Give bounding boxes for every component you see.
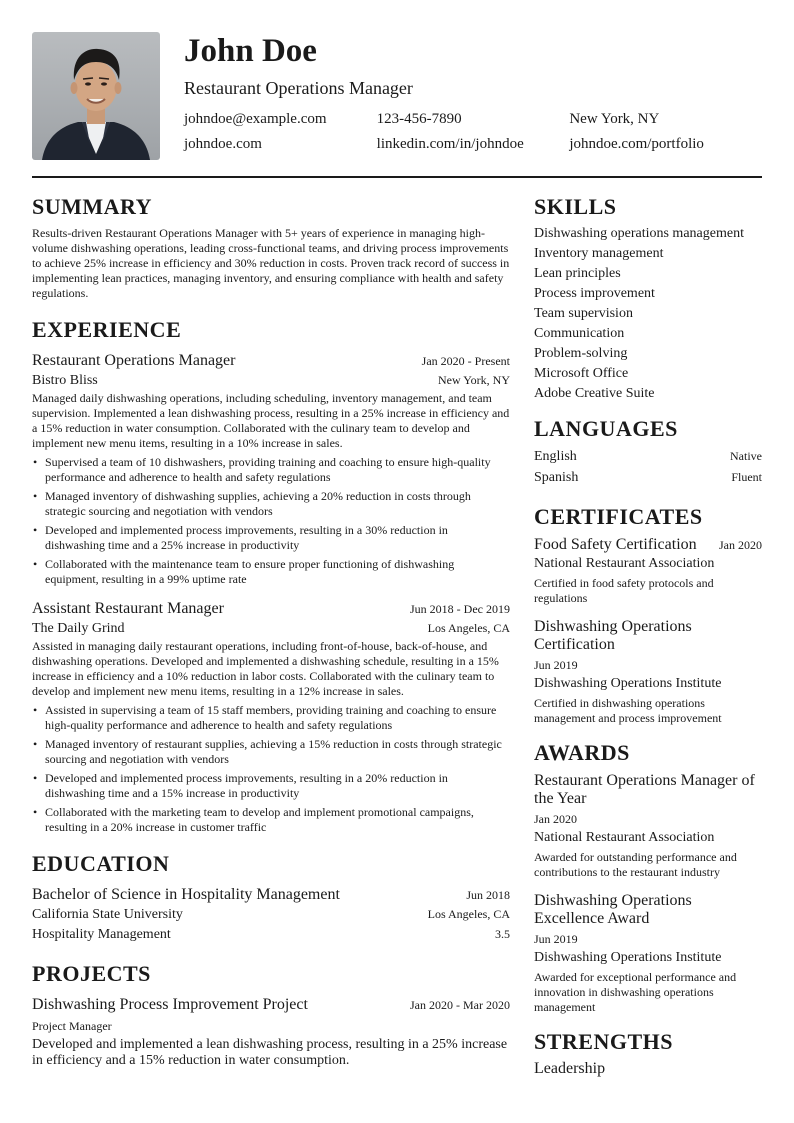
job-dates: Jan 2020 - Present — [421, 354, 510, 368]
section-heading: EDUCATION — [32, 851, 170, 876]
header-divider — [32, 176, 762, 178]
project-role: Project Manager — [32, 1019, 112, 1033]
job-title: Restaurant Operations Manager — [32, 352, 236, 369]
job-bullet: • Collaborated with the marketing team to develop and implement promotional campaigns, resulting in a 20% increase in customer traffic — [32, 805, 510, 835]
summary-text: Results-driven Restaurant Operations Manager with 5+ years of experience in managing high-volume dishwashing operations, leading cross-functional teams, and driving process improvements to achieve 25% increase in efficiency and 30% reduction in costs. Proven track record of success in implementing lean practices, managing inventory, and ensuring compliance with health and safety regulations. — [32, 226, 510, 300]
job-bullet: • Assisted in supervising a team of 15 staff members, providing training and coaching to ensure high-quality performance and adherence to health and safety regulations — [32, 703, 510, 733]
award-description: Awarded for exceptional performance and innovation in dishwashing operations management — [534, 970, 737, 1014]
project-dates: Jan 2020 - Mar 2020 — [410, 998, 510, 1012]
project-title: Dishwashing Process Improvement Project — [32, 996, 308, 1013]
profile-photo — [32, 32, 160, 160]
job-bullets — [32, 703, 510, 835]
certificate-date: Jun 2019 — [534, 658, 578, 672]
certificate-issuer: National Restaurant Association — [534, 556, 715, 571]
certificate-issuer: Dishwashing Operations Institute — [534, 676, 722, 691]
job-bullet: • Managed inventory of restaurant supplies, achieving a 15% reduction in costs through strategic sourcing and negotiation with vendors — [32, 737, 510, 767]
award-entry — [534, 772, 762, 880]
certificate-description: Certified in food safety protocols and regulations — [534, 576, 714, 605]
projects-section — [32, 961, 510, 1069]
languages-section — [534, 416, 762, 488]
skill-item: Communication — [534, 326, 625, 341]
skills-section — [534, 194, 762, 404]
language-level: Native — [730, 449, 762, 463]
education-section — [32, 851, 510, 945]
award-issuer: Dishwashing Operations Institute — [534, 950, 722, 965]
resume-header — [32, 32, 762, 160]
contact-linkedin[interactable]: linkedin.com/in/johndoe — [376, 136, 524, 152]
job-entry — [32, 351, 510, 587]
project-description: Developed and implemented a lean dishwashing process, resulting in a 25% increase in efficiency and a 15% reduction in water consumption. — [32, 1037, 508, 1068]
certificate-date: Jan 2020 — [719, 538, 762, 552]
candidate-title: Restaurant Operations Manager — [184, 78, 413, 98]
education-school: California State University — [32, 907, 183, 922]
strength-item: Leadership — [534, 1060, 606, 1077]
language-name: English — [534, 449, 577, 464]
education-date: Jun 2018 — [466, 888, 510, 902]
award-title: Dishwashing Operations Excellence Award — [534, 892, 692, 927]
section-heading: LANGUAGES — [534, 416, 678, 441]
right-column — [534, 194, 762, 1079]
certificate-title: Food Safety Certification — [534, 536, 697, 553]
section-heading: CERTIFICATES — [534, 504, 703, 529]
awards-section — [534, 740, 762, 1015]
job-company: The Daily Grind — [32, 621, 125, 636]
job-description: Assisted in managing daily restaurant operations, including front-of-house, back-of-house, and dishwashing operations. Developed and implemented a dishwashing schedule, resulting in a 15% increase in efficiency and a 10% reduction in labor costs. Collaborated with the culinary team to develop and implement new menu items, resulting in a 12% increase in sales. — [32, 639, 499, 698]
education-gpa: 3.5 — [495, 927, 510, 941]
section-heading: AWARDS — [534, 740, 630, 765]
job-bullet: • Supervised a team of 10 dishwashers, providing training and coaching to ensure high-quality performance and adherence to health and safety regulations — [32, 455, 510, 485]
candidate-name: John Doe — [184, 33, 317, 69]
contact-website[interactable]: johndoe.com — [184, 136, 262, 152]
section-heading: STRENGTHS — [534, 1029, 673, 1054]
strengths-section — [534, 1029, 762, 1079]
skill-item: Lean principles — [534, 266, 621, 281]
skill-item: Dishwashing operations management — [534, 226, 744, 241]
job-bullet: • Developed and implemented process improvements, resulting in a 20% reduction in dishwashing time and a 15% increase in productivity — [32, 771, 510, 801]
contact-email[interactable]: johndoe@example.com — [184, 111, 327, 127]
certificates-section — [534, 504, 762, 726]
skill-item: Team supervision — [534, 306, 633, 321]
award-description: Awarded for outstanding performance and contributions to the restaurant industry — [534, 850, 737, 879]
award-issuer: National Restaurant Association — [534, 830, 715, 845]
section-heading: SKILLS — [534, 194, 617, 219]
education-field: Hospitality Management — [32, 927, 171, 942]
job-description: Managed daily dishwashing operations, including scheduling, inventory management, and team supervision. Implemented a lean dishwashing process, resulting in a 25% increase in efficiency and a 15% reduction in water consumption. Collaborated with the culinary team to develop and implement new menu items, resulting in a 10% increase in sales. — [32, 391, 510, 450]
job-dates: Jun 2018 - Dec 2019 — [410, 602, 510, 616]
award-entry — [534, 892, 762, 1015]
contact-phone[interactable]: 123-456-7890 — [376, 111, 462, 127]
skill-item: Problem-solving — [534, 346, 628, 361]
job-bullet: • Collaborated with the maintenance team to ensure proper functioning of dishwashing equipment, resulting in a 99% uptime rate — [32, 557, 510, 587]
job-company: Bistro Bliss — [32, 373, 98, 388]
job-entry — [32, 599, 510, 835]
job-bullets — [32, 455, 510, 587]
certificate-title: Dishwashing Operations Certification — [534, 618, 692, 653]
section-heading: PROJECTS — [32, 961, 151, 986]
section-heading: EXPERIENCE — [32, 317, 182, 342]
award-date: Jan 2020 — [534, 812, 577, 826]
education-location: Los Angeles, CA — [427, 907, 510, 921]
language-row — [534, 446, 762, 467]
job-location: Los Angeles, CA — [427, 621, 510, 635]
skill-item: Inventory management — [534, 246, 664, 261]
language-name: Spanish — [534, 470, 579, 485]
job-bullet: • Developed and implemented process improvements, resulting in a 30% reduction in dishwashing time and a 25% increase in productivity — [32, 523, 510, 553]
award-date: Jun 2019 — [534, 932, 578, 946]
award-title: Restaurant Operations Manager of the Year — [534, 772, 755, 807]
language-level: Fluent — [731, 470, 762, 484]
summary-section — [32, 194, 510, 301]
certificate-entry — [534, 536, 762, 606]
profile-photo-image — [32, 32, 160, 160]
contact-info — [184, 109, 762, 159]
job-bullet: • Managed inventory of dishwashing supplies, achieving a 20% reduction in costs through strategic sourcing and negotiation with vendors — [32, 489, 510, 519]
certificate-entry — [534, 618, 762, 726]
certificate-description: Certified in dishwashing operations management and process improvement — [534, 696, 722, 725]
contact-portfolio[interactable]: johndoe.com/portfolio — [569, 136, 704, 152]
contact-location: New York, NY — [569, 111, 660, 127]
left-column — [32, 194, 510, 1069]
language-row — [534, 467, 762, 488]
job-location: New York, NY — [437, 373, 510, 387]
skill-item: Microsoft Office — [534, 366, 629, 381]
skill-item: Process improvement — [534, 286, 655, 301]
experience-section — [32, 317, 510, 835]
education-degree: Bachelor of Science in Hospitality Management — [32, 886, 340, 903]
section-heading: SUMMARY — [32, 194, 153, 219]
skill-item: Adobe Creative Suite — [534, 386, 655, 401]
job-title: Assistant Restaurant Manager — [32, 600, 224, 617]
